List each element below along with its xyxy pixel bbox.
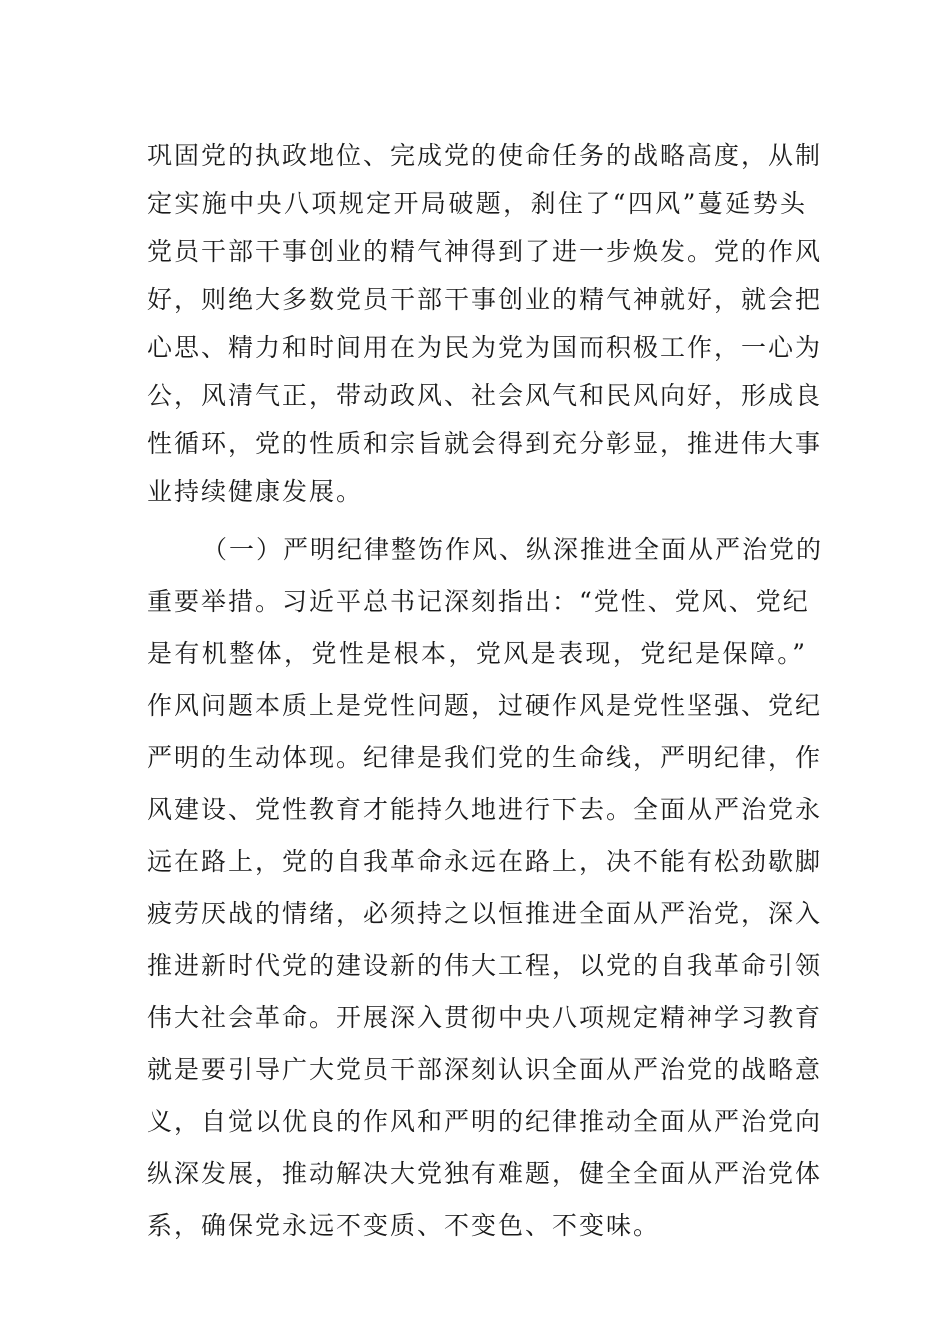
paragraph-1-line: 公，风清气正，带动政风、社会风气和民风向好，形成良 bbox=[147, 381, 823, 410]
paragraph-2-line: 系，确保党永远不变质、不变色、不变味。 bbox=[147, 1211, 661, 1240]
paragraph-2-line: 重要举措。习近平总书记深刻指出：“党性、党风、党纪 bbox=[147, 587, 810, 616]
paragraph-1-line: 党员干部干事创业的精气神得到了进一步焕发。党的作风 bbox=[147, 237, 823, 266]
paragraph-2-line: 风建设、党性教育才能持久地进行下去。全面从严治党永 bbox=[147, 795, 823, 824]
paragraph-2-line: 推进新时代党的建设新的伟大工程，以党的自我革命引领 bbox=[147, 951, 823, 980]
paragraph-2-line: 是有机整体，党性是根本，党风是表现，党纪是保障。” bbox=[147, 639, 807, 668]
paragraph-1-line: 巩固党的执政地位、完成党的使命任务的战略高度，从制 bbox=[147, 141, 823, 170]
paragraph-2-line: （一）严明纪律整饬作风、纵深推进全面从严治党的 bbox=[202, 535, 824, 564]
paragraph-2-line: 伟大社会革命。开展深入贯彻中央八项规定精神学习教育 bbox=[147, 1003, 823, 1032]
paragraph-1-line: 业持续健康发展。 bbox=[147, 477, 364, 506]
paragraph-2-line: 纵深发展，推动解决大党独有难题，健全全面从严治党体 bbox=[147, 1159, 823, 1188]
paragraph-2-line: 严明的生动体现。纪律是我们党的生命线，严明纪律，作 bbox=[147, 743, 823, 772]
paragraph-2-line: 就是要引导广大党员干部深刻认识全面从严治党的战略意 bbox=[147, 1055, 823, 1084]
paragraph-2-line: 作风问题本质上是党性问题，过硬作风是党性坚强、党纪 bbox=[147, 691, 823, 720]
paragraph-2-line: 远在路上，党的自我革命永远在路上，决不能有松劲歇脚 bbox=[147, 847, 823, 876]
paragraph-1-line: 性循环，党的性质和宗旨就会得到充分彰显，推进伟大事 bbox=[147, 429, 823, 458]
paragraph-1-line: 定实施中央八项规定开局破题，刹住了“四风”蔓延势头 bbox=[147, 189, 807, 218]
paragraph-2-line: 疲劳厌战的情绪，必须持之以恒推进全面从严治党，深入 bbox=[147, 899, 823, 928]
paragraph-1-line: 好，则绝大多数党员干部干事创业的精气神就好，就会把 bbox=[147, 285, 823, 314]
paragraph-2-line: 义，自觉以优良的作风和严明的纪律推动全面从严治党向 bbox=[147, 1107, 823, 1136]
paragraph-1-line: 心思、精力和时间用在为民为党为国而积极工作，一心为 bbox=[147, 333, 823, 362]
